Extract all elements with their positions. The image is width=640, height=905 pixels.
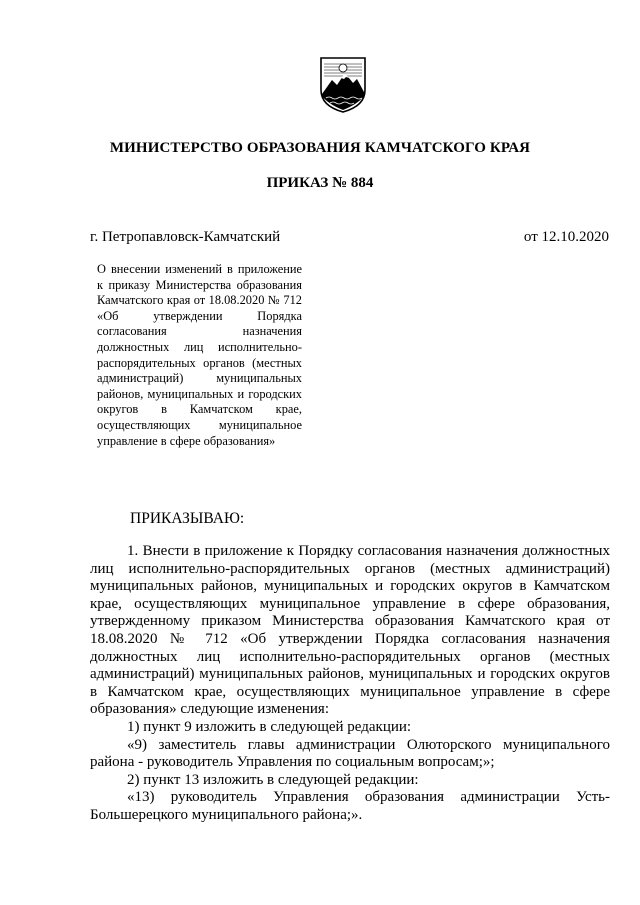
orders-heading: ПРИКАЗЫВАЮ: xyxy=(130,510,245,527)
body-paragraph-5: «13) руководитель Управления образования администрации Усть-Большерецкого муниципального района;». xyxy=(90,789,610,823)
order-city: г. Петропавловск-Камчатский xyxy=(90,229,281,245)
order-title: ПРИКАЗ № 884 xyxy=(266,175,374,191)
ministry-name: МИНИСТЕРСТВО ОБРАЗОВАНИЯ КАМЧАТСКОГО КРАЯ xyxy=(109,140,531,156)
order-body xyxy=(90,543,610,825)
coat-of-arms-icon xyxy=(318,56,368,114)
order-date: от 12.10.2020 xyxy=(523,229,609,245)
body-paragraph-1: 1. Внести в приложение к Порядку согласования назначения должностных лиц исполнительно-распорядительных органов (местных администраций) муниципальных районов, муниципальных и городских округов в Камчатском крае, осуществляющих муниципальное управление в сфере образования, утвержденному приказом Министерства образования Камчатского края от 18.08.2020 № 712 «Об утверждении Порядка согласования назначения должностных лиц исполнительно-распорядительных органов (местных администраций) муниципальных районов, муниципальных и городских округов в Камчатском крае, осуществляющих муниципальное управление в сфере образования» следующие изменения: xyxy=(90,543,610,718)
order-subject: О внесении изменений в приложение к приказу Министерства образования Камчатского края от 18.08.2020 № 712 «Об утверждении Порядка согласования назначения должностных лиц исполнительно-распорядительных органов (местных администраций) муниципальных районов, муниципальных и городских округов в Камчатском крае, осуществляющих муниципальное управление в сфере образования» xyxy=(97,262,302,448)
body-paragraph-2: 1) пункт 9 изложить в следующей редакции: xyxy=(127,718,412,735)
body-paragraph-4: 2) пункт 13 изложить в следующей редакции: xyxy=(127,771,419,788)
body-paragraph-3: «9) заместитель главы администрации Олюторского муниципального района - руководитель Управления по социальным вопросам;»; xyxy=(90,736,610,771)
